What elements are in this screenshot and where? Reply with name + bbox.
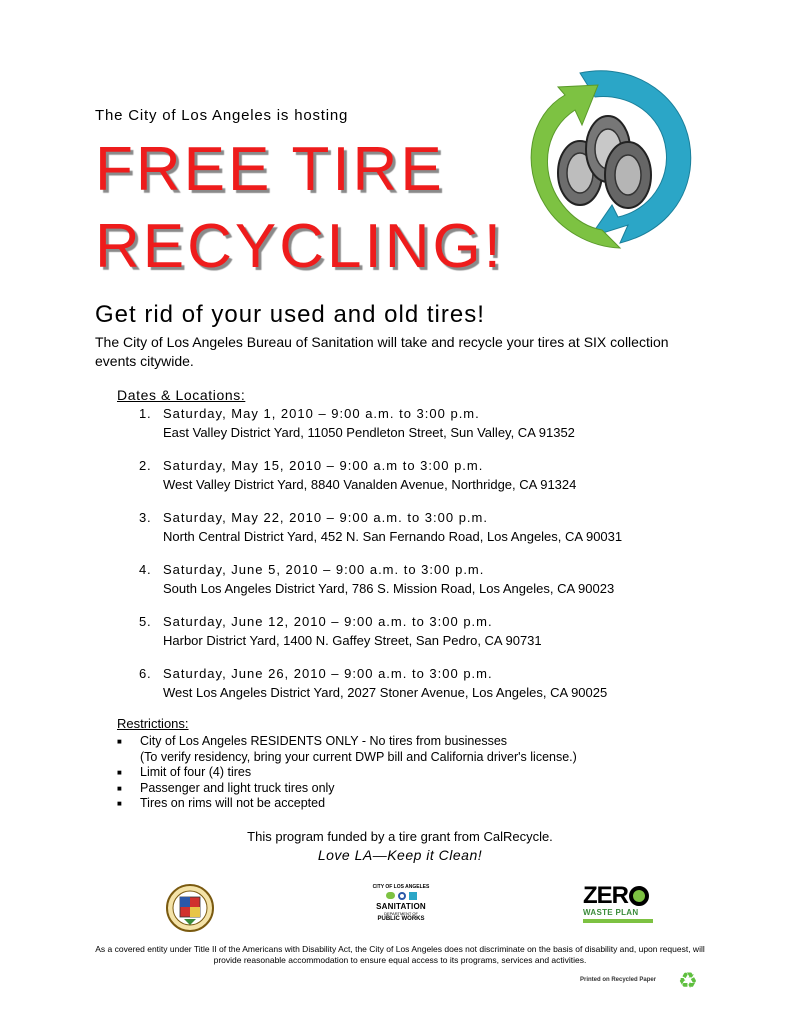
tire-recycling-icon [520,65,700,250]
event-number: 1. [139,406,152,421]
bullet-icon: ■ [117,799,122,808]
restriction-text: City of Los Angeles RESIDENTS ONLY - No tires from businesses [140,734,508,748]
event-number: 2. [139,458,152,473]
event-location: East Valley District Yard, 11050 Pendleton Street, Sun Valley, CA 91352 [163,425,575,440]
headline-line2: RECYCLING! [95,212,504,281]
event-number: 5. [139,614,152,629]
restriction-text: Passenger and light truck tires only [140,780,335,795]
event-date: Saturday, June 26, 2010 – 9:00 a.m. to 3:00 p.m. [163,666,493,681]
restriction-item [117,765,677,781]
bullet-icon: ■ [117,783,122,793]
funding-note: This program funded by a tire grant from CalRecycle. [247,829,553,844]
ada-disclaimer: As a covered entity under Title II of the Americans with Disability Act, the City of Los Angeles does not discriminate on the basis of disability and, upon request, will provide reasonable accommodation to ensure equal access to its programs, services and activities. [95,944,705,965]
intro-description: The City of Los Angeles Bureau of Sanitation will take and recycle your tires at SIX collection events citywide. [95,334,669,369]
event-number: 6. [139,666,152,681]
event-details [163,612,542,664]
event-number: 3. [139,510,152,525]
printed-note: Printed on Recycled Paper [580,977,657,983]
sanitation-logo-bottom: PUBLIC WORKS [377,916,425,922]
restriction-text: Limit of four (4) tires [140,765,252,779]
event-date: Saturday, May 15, 2010 – 9:00 a.m to 3:00 p.m. [163,458,484,473]
event-location: South Los Angeles District Yard, 786 S. Mission Road, Los Angeles, CA 90023 [163,581,615,596]
sanitation-logo-top: CITY OF LOS ANGELES [372,884,430,890]
event-location: West Los Angeles District Yard, 2027 Stoner Avenue, Los Angeles, CA 90025 [163,685,608,700]
restrictions-list [117,734,677,812]
events-list [139,404,699,716]
event-location: North Central District Yard, 452 N. San Fernando Road, Los Angeles, CA 90031 [163,529,623,544]
water-icon [409,892,417,900]
event-item [139,456,699,508]
zero-waste-logo-icon [583,884,658,930]
dates-section-title: Dates & Locations: [117,387,246,403]
event-details [163,404,575,456]
restrictions-title: Restrictions: [117,716,189,731]
event-details [163,560,614,612]
bullet-icon: ■ [117,737,122,746]
restriction-item [117,734,677,765]
zero-logo-subtitle: WASTE PLAN [583,908,639,917]
zero-logo-o-icon [629,886,649,906]
event-date: Saturday, June 5, 2010 – 9:00 a.m. to 3:00 p.m. [163,562,485,577]
residency-note: (To verify residency, bring your current DWP bill and California driver's license.) [140,749,577,764]
event-number: 4. [139,562,152,577]
event-item [139,612,699,664]
restriction-item [117,781,677,797]
subheadline: Get rid of your used and old tires! [95,301,485,328]
zero-logo-text: ZER [583,882,628,909]
sanitation-logo-icon [370,884,432,930]
zero-logo-bar [583,919,653,923]
event-date: Saturday, May 22, 2010 – 9:00 a.m. to 3:00 p.m. [163,510,488,525]
globe-icon [398,892,406,900]
event-item [139,560,699,612]
restriction-item [117,796,677,812]
event-date: Saturday, June 12, 2010 – 9:00 a.m. to 3:00 p.m. [163,614,493,629]
event-location: Harbor District Yard, 1400 N. Gaffey Street, San Pedro, CA 90731 [163,633,542,648]
sanitation-logo-dept: DEPARTMENT OF [384,911,418,916]
event-details [163,664,607,716]
restriction-text: Tires on rims will not be accepted [140,796,326,810]
event-location: West Valley District Yard, 8840 Vanalden Avenue, Northridge, CA 91324 [163,477,577,492]
leaf-icon [386,892,395,899]
event-item [139,508,699,560]
event-item [139,404,699,456]
event-details [163,456,576,508]
sanitation-logo-main: SANITATION [376,902,426,911]
event-item [139,664,699,716]
hosting-text: The City of Los Angeles is hosting [95,107,349,124]
event-details [163,508,622,560]
recycle-icon: ♻ [678,968,698,993]
bullet-icon: ■ [117,768,122,777]
city-seal-icon [165,883,215,933]
event-date: Saturday, May 1, 2010 – 9:00 a.m. to 3:00 p.m. [163,406,480,421]
headline-line1: FREE TIRE [95,135,445,204]
slogan: Love LA—Keep it Clean! [317,847,483,863]
